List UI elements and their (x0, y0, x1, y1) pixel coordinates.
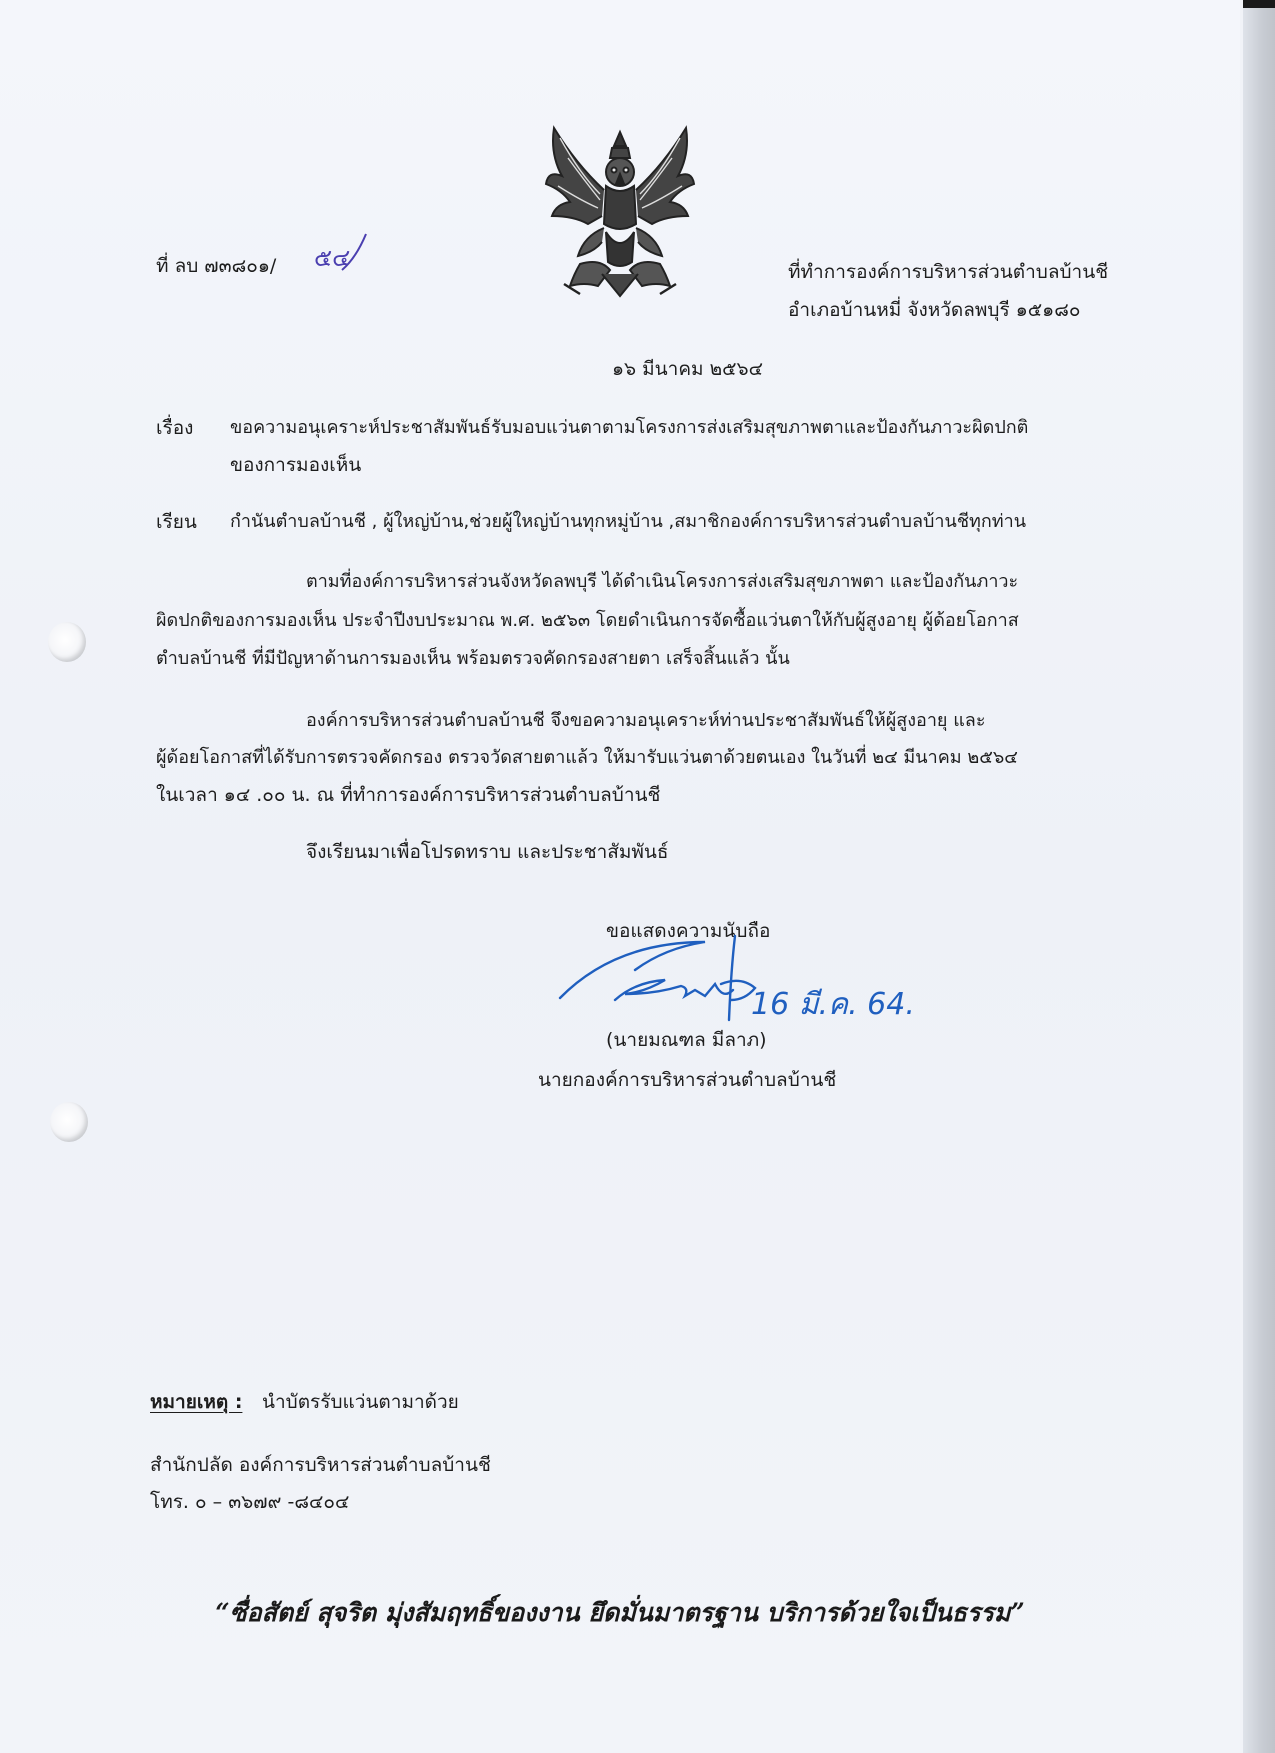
to-recipients: กำนันตำบลบ้านชี , ผู้ใหญ่บ้าน,ช่วยผู้ใหญ่บ้านทุกหมู่บ้าน ,สมาชิกองค์การบริหารส่วนตำบลบ้านชีทุกท่าน (230, 511, 1027, 532)
office-address-line2: อำเภอบ้านหมี่ จังหวัดลพบุรี ๑๕๑๘๐ (788, 299, 1081, 321)
scan-edge-corner (1243, 0, 1275, 8)
signer-position: นายกองค์การบริหารส่วนตำบลบ้านชี (538, 1069, 837, 1091)
body-closing-sentence: จึงเรียนมาเพื่อโปรดทราบ และประชาสัมพันธ์ (306, 841, 669, 863)
body-p1-line3: ตำบลบ้านชี ที่มีปัญหาด้านการมองเห็น พร้อมตรวจคัดกรองสายตา เสร็จสิ้นแล้ว นั้น (156, 648, 790, 669)
organization-motto: “ซื่อสัตย์ สุจริต มุ่งสัมฤทธิ์ของงาน ยึดมั่นมาตรฐาน บริการด้วยใจเป็นธรรม” (215, 1598, 1025, 1627)
garuda-emblem-icon (540, 124, 700, 300)
reference-number: ที่ ลบ ๗๓๘๐๑/ (156, 255, 277, 277)
subject-line1: ขอความอนุเคราะห์ประชาสัมพันธ์รับมอบแว่นตาตามโครงการส่งเสริมสุขภาพตาและป้องกันภาวะผิดปกติ (230, 417, 1029, 438)
punch-hole-bottom (50, 1102, 88, 1142)
letter-date: ๑๖ มีนาคม ๒๕๖๔ (612, 358, 763, 380)
office-phone: โทร. ๐ – ๓๖๗๙ -๘๔๐๔ (150, 1491, 350, 1513)
punch-hole-top (48, 622, 86, 662)
subject-label: เรื่อง (156, 417, 194, 439)
body-p2-line2: ผู้ด้อยโอกาสที่ได้รับการตรวจคัดกรอง ตรวจวัดสายตาแล้ว ให้มารับแว่นตาด้วยตนเอง ในวันที่ ๒๔ มีนาคม ๒๕๖๔ (156, 747, 1018, 768)
body-p1-line1: ตามที่องค์การบริหารส่วนจังหวัดลพบุรี ได้ดำเนินโครงการส่งเสริมสุขภาพตา และป้องกันภาวะ (306, 571, 1019, 592)
body-p2-line3: ในเวลา ๑๔ .๐๐ น. ณ ที่ทำการองค์การบริหารส่วนตำบลบ้านชี (156, 784, 661, 806)
body-p2-line1: องค์การบริหารส่วนตำบลบ้านชี จึงขอความอนุเคราะห์ท่านประชาสัมพันธ์ให้ผู้สูงอายุ และ (306, 710, 986, 731)
subject-line2: ของการมองเห็น (230, 454, 362, 476)
signer-name: (นายมณฑล มีลาภ) (606, 1029, 767, 1051)
office-address-line1: ที่ทำการองค์การบริหารส่วนตำบลบ้านชี (788, 261, 1109, 283)
body-p1-line2: ผิดปกติของการมองเห็น ประจำปีงบประมาณ พ.ศ. ๒๕๖๓ โดยดำเนินการจัดซื้อแว่นตาให้กับผู้สูงอายุ ผู้ด้อยโอกาส (156, 610, 1019, 631)
note-label: หมายเหตุ : (150, 1391, 243, 1413)
closing-phrase: ขอแสดงความนับถือ (606, 920, 771, 942)
scan-edge (1243, 0, 1275, 1753)
issuing-office: สำนักปลัด องค์การบริหารส่วนตำบลบ้านชี (150, 1454, 491, 1476)
handwritten-date: 16 มี.ค. 64. (751, 987, 915, 1022)
handwritten-reference-text: ๕๔ (314, 244, 351, 272)
handwritten-reference (312, 232, 372, 278)
signature-image (555, 930, 915, 1040)
note-text: นำบัตรรับแว่นตามาด้วย (262, 1391, 459, 1413)
to-label: เรียน (156, 511, 197, 533)
